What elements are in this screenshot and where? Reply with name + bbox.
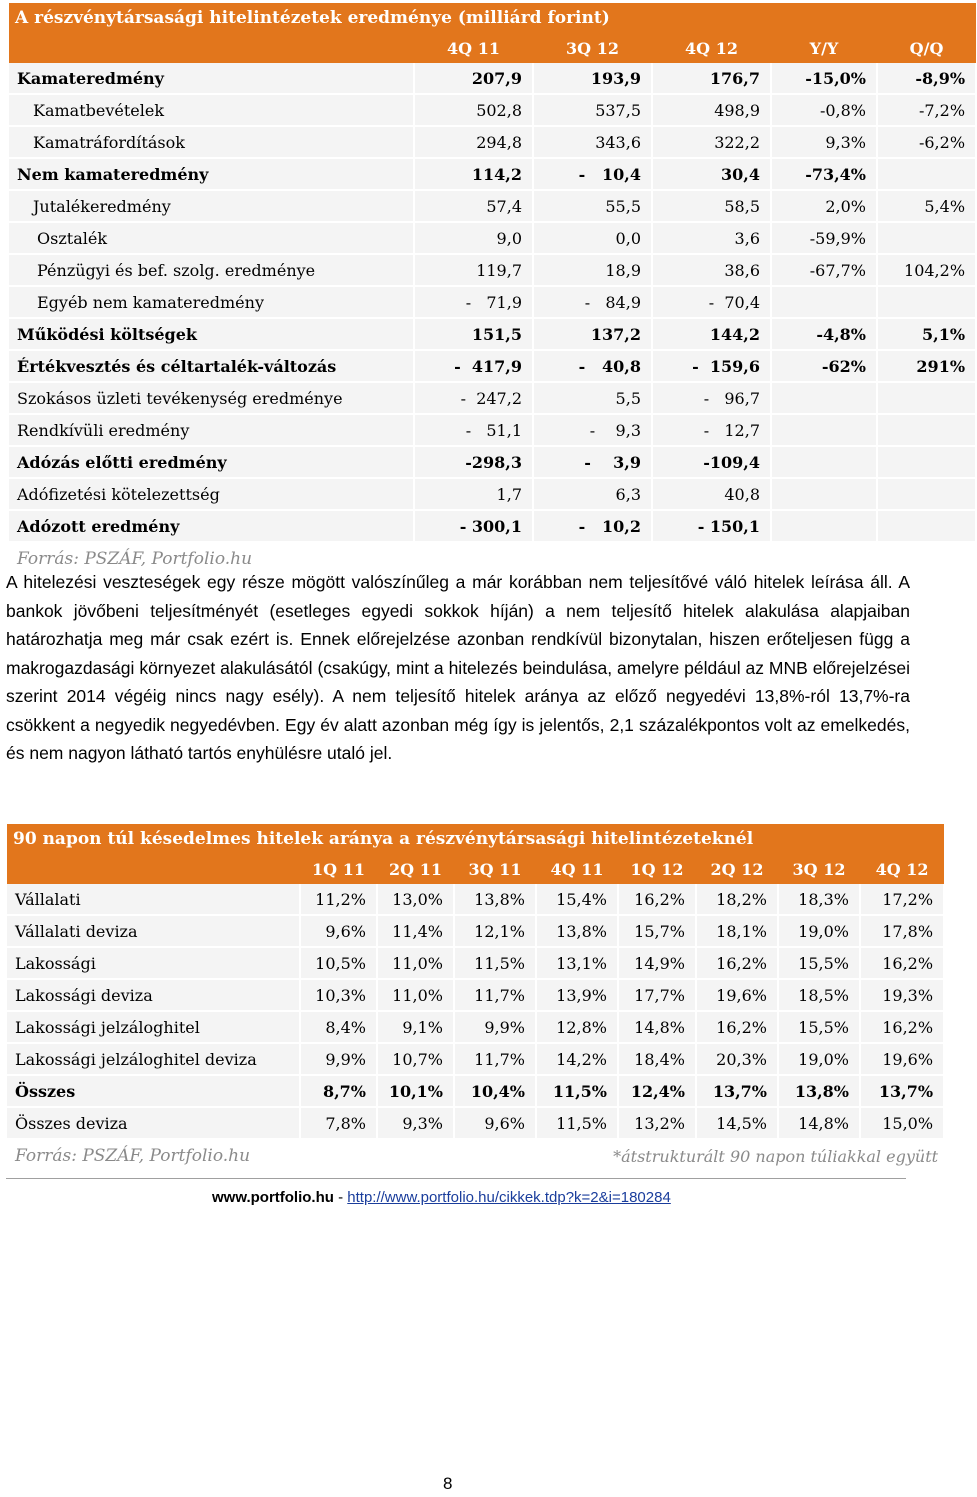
table-row (9, 318, 976, 350)
cell-value: 291% (877, 350, 976, 382)
cell-value: 144,2 (652, 318, 771, 350)
table-row (7, 979, 944, 1011)
table-row (9, 382, 976, 414)
cell-value: 19,6% (696, 979, 778, 1011)
cell-value: 18,1% (696, 915, 778, 947)
cell-value (877, 382, 976, 414)
cell-value: - 417,9 (414, 350, 533, 382)
cell-value: 12,8% (536, 1011, 618, 1043)
cell-value: 16,2% (696, 1011, 778, 1043)
cell-value (877, 446, 976, 478)
source-row (7, 1139, 944, 1172)
cell-value: 13,9% (536, 979, 618, 1011)
table-row (7, 884, 944, 915)
cell-value: - 70,4 (652, 286, 771, 318)
cell-value: 193,9 (533, 63, 652, 94)
row-label: Jutalékeredmény (9, 190, 414, 222)
table-row (7, 1011, 944, 1043)
source-note: Forrás: PSZÁF, Portfolio.hu (7, 1139, 536, 1172)
row-label: Egyéb nem kamateredmény (9, 286, 414, 318)
cell-value: -0,8% (771, 94, 877, 126)
table-row (7, 1107, 944, 1139)
table-row (9, 222, 976, 254)
cell-value: 18,2% (696, 884, 778, 915)
cell-value: 343,6 (533, 126, 652, 158)
cell-value: 502,8 (414, 94, 533, 126)
cell-value: 14,8% (778, 1107, 860, 1139)
cell-value: - 10,2 (533, 510, 652, 542)
cell-value: 13,8% (778, 1075, 860, 1107)
column-header: 4Q 11 (414, 33, 533, 63)
footnote: *átstrukturált 90 napon túliakkal együtt (536, 1139, 944, 1172)
cell-value: 9,3% (377, 1107, 454, 1139)
cell-value (877, 414, 976, 446)
cell-value: 13,1% (536, 947, 618, 979)
cell-value: - 247,2 (414, 382, 533, 414)
cell-value (877, 478, 976, 510)
cell-value: -7,2% (877, 94, 976, 126)
column-header: 3Q 12 (533, 33, 652, 63)
cell-value: 119,7 (414, 254, 533, 286)
cell-value (877, 286, 976, 318)
row-label: Kamatbevételek (9, 94, 414, 126)
table-row (9, 94, 976, 126)
column-header: 2Q 11 (377, 854, 454, 884)
cell-value (771, 382, 877, 414)
table-row (9, 510, 976, 542)
cell-value: 19,0% (778, 1043, 860, 1075)
cell-value: 10,1% (377, 1075, 454, 1107)
cell-value: 322,2 (652, 126, 771, 158)
table-row (9, 254, 976, 286)
cell-value: - 300,1 (414, 510, 533, 542)
row-label: Pénzügyi és bef. szolg. eredménye (9, 254, 414, 286)
row-label: Összes deviza (7, 1107, 300, 1139)
cell-value: 15,0% (860, 1107, 944, 1139)
cell-value: - 84,9 (533, 286, 652, 318)
cell-value: -62% (771, 350, 877, 382)
row-label: Lakossági deviza (7, 979, 300, 1011)
cell-value: 13,0% (377, 884, 454, 915)
row-label: Vállalati (7, 884, 300, 915)
cell-value: - 12,7 (652, 414, 771, 446)
results-table (9, 3, 966, 575)
cell-value: 5,4% (877, 190, 976, 222)
column-header: Y/Y (771, 33, 877, 63)
row-label: Kamatráfordítások (9, 126, 414, 158)
table-row (9, 350, 976, 382)
cell-value: 18,4% (618, 1043, 696, 1075)
cell-value: -15,0% (771, 63, 877, 94)
cell-value: -73,4% (771, 158, 877, 190)
cell-value: 12,1% (454, 915, 536, 947)
table-title: A részvénytársasági hitelintézetek eredménye (milliárd forint) (9, 3, 976, 33)
cell-value: 10,4% (454, 1075, 536, 1107)
row-label: Osztalék (9, 222, 414, 254)
row-label: Adófizetési kötelezettség (9, 478, 414, 510)
cell-value (771, 446, 877, 478)
table-title: 90 napon túl késedelmes hitelek aránya a részvénytársasági hitelintézeteknél (7, 824, 944, 854)
table-row (9, 126, 976, 158)
cell-value: 17,8% (860, 915, 944, 947)
cell-value: -67,7% (771, 254, 877, 286)
cell-value: 9,0 (414, 222, 533, 254)
cell-value: 9,6% (300, 915, 377, 947)
column-header: Q/Q (877, 33, 976, 63)
cell-value: 15,4% (536, 884, 618, 915)
cell-value: 9,9% (454, 1011, 536, 1043)
cell-value: - 10,4 (533, 158, 652, 190)
footer-divider (6, 1178, 906, 1179)
cell-value: 15,5% (778, 947, 860, 979)
column-header: 2Q 12 (696, 854, 778, 884)
cell-value: 137,2 (533, 318, 652, 350)
cell-value: 11,0% (377, 979, 454, 1011)
cell-value: 1,7 (414, 478, 533, 510)
cell-value (771, 286, 877, 318)
cell-value: 16,2% (860, 947, 944, 979)
cell-value: 18,9 (533, 254, 652, 286)
cell-value: - 51,1 (414, 414, 533, 446)
cell-value: 38,6 (652, 254, 771, 286)
cell-value: 16,2% (618, 884, 696, 915)
cell-value: 104,2% (877, 254, 976, 286)
column-header: 4Q 12 (652, 33, 771, 63)
row-label: Lakossági (7, 947, 300, 979)
cell-value: 9,3% (771, 126, 877, 158)
cell-value: - 9,3 (533, 414, 652, 446)
cell-value: 14,9% (618, 947, 696, 979)
cell-value: 14,5% (696, 1107, 778, 1139)
column-header-blank (7, 854, 300, 884)
cell-value: 0,0 (533, 222, 652, 254)
cell-value: 2,0% (771, 190, 877, 222)
cell-value: 498,9 (652, 94, 771, 126)
cell-value: 30,4 (652, 158, 771, 190)
row-label: Lakossági jelzáloghitel (7, 1011, 300, 1043)
cell-value: -4,8% (771, 318, 877, 350)
body-paragraph: A hitelezési veszteségek egy része mögött valószínűleg a már korábban nem teljesítővé váló hitelek leírása áll. A bankok jövőbeni teljesítményét (esetleges egyedi sokkok híján) a nem teljesítő hitelek alakulása alapjaiban határozhatja meg már csak ezért is. Ennek előrejelzése azonban rendkívül bizonytalan, hiszen erőteljesen függ a makrogazdasági környezet alakulásától (csakúgy, mint a hitelezés beindulása, amelyre például az MNB előrejelzései szerint 2014 végéig nincs nagy esély). A nem teljesítő hitelek aránya az előző negyedévi 13,8%-ról 13,7%-ra csökkent a negyedik negyedévben. Egy év alatt azonban még így is jelentős, 2,1 százalékpontos volt az emelkedés, és nem nagyon látható tartós enyhülésre utaló jel. (6, 572, 910, 763)
cell-value: 17,2% (860, 884, 944, 915)
column-header: 3Q 11 (454, 854, 536, 884)
row-label: Vállalati deviza (7, 915, 300, 947)
table-row (7, 1075, 944, 1107)
cell-value (771, 510, 877, 542)
cell-value: 9,9% (300, 1043, 377, 1075)
column-header: 4Q 11 (536, 854, 618, 884)
cell-value: 13,7% (860, 1075, 944, 1107)
footer-site: www.portfolio.hu (212, 1189, 334, 1206)
cell-value: 9,6% (454, 1107, 536, 1139)
cell-value: 12,4% (618, 1075, 696, 1107)
table-row (9, 63, 976, 94)
cell-value: 5,1% (877, 318, 976, 350)
row-label: Értékvesztés és céltartalék-változás (9, 350, 414, 382)
column-header-blank (9, 33, 414, 63)
cell-value: 16,2% (696, 947, 778, 979)
row-label: Nem kamateredmény (9, 158, 414, 190)
cell-value: 10,5% (300, 947, 377, 979)
table-row (7, 947, 944, 979)
cell-value: 20,3% (696, 1043, 778, 1075)
cell-value: 14,2% (536, 1043, 618, 1075)
cell-value: 16,2% (860, 1011, 944, 1043)
table-row (9, 158, 976, 190)
cell-value (771, 478, 877, 510)
cell-value: - 159,6 (652, 350, 771, 382)
cell-value: 17,7% (618, 979, 696, 1011)
cell-value: - 71,9 (414, 286, 533, 318)
page-number: 8 (443, 1474, 453, 1493)
cell-value: 10,3% (300, 979, 377, 1011)
column-header: 1Q 12 (618, 854, 696, 884)
footer (212, 1189, 671, 1206)
cell-value: -59,9% (771, 222, 877, 254)
row-label: Kamateredmény (9, 63, 414, 94)
cell-value: 11,4% (377, 915, 454, 947)
table-row (9, 478, 976, 510)
cell-value: 294,8 (414, 126, 533, 158)
cell-value: 13,7% (696, 1075, 778, 1107)
cell-value: -8,9% (877, 63, 976, 94)
row-label: Működési költségek (9, 318, 414, 350)
cell-value: 18,3% (778, 884, 860, 915)
cell-value: 9,1% (377, 1011, 454, 1043)
row-label: Adózás előtti eredmény (9, 446, 414, 478)
cell-value: 8,7% (300, 1075, 377, 1107)
cell-value: 11,5% (536, 1075, 618, 1107)
cell-value: 8,4% (300, 1011, 377, 1043)
row-label: Adózott eredmény (9, 510, 414, 542)
cell-value: 57,4 (414, 190, 533, 222)
cell-value: 19,3% (860, 979, 944, 1011)
cell-value: -298,3 (414, 446, 533, 478)
cell-value: 537,5 (533, 94, 652, 126)
column-header: 1Q 11 (300, 854, 377, 884)
cell-value: 11,5% (536, 1107, 618, 1139)
cell-value (877, 222, 976, 254)
cell-value: 19,0% (778, 915, 860, 947)
cell-value: - 96,7 (652, 382, 771, 414)
cell-value: 13,8% (454, 884, 536, 915)
cell-value (771, 414, 877, 446)
footer-separator: - (333, 1189, 348, 1206)
source-note: Forrás: PSZÁF, Portfolio.hu (9, 542, 976, 575)
row-label: Lakossági jelzáloghitel deviza (7, 1043, 300, 1075)
cell-value: 11,0% (377, 947, 454, 979)
cell-value: 58,5 (652, 190, 771, 222)
cell-value: 15,7% (618, 915, 696, 947)
row-label: Rendkívüli eredmény (9, 414, 414, 446)
cell-value: 11,7% (454, 1043, 536, 1075)
footer-link[interactable]: http://www.portfolio.hu/cikkek.tdp?k=2&i=180284 (347, 1189, 671, 1206)
cell-value (877, 510, 976, 542)
column-header: 3Q 12 (778, 854, 860, 884)
column-header: 4Q 12 (860, 854, 944, 884)
cell-value: 11,2% (300, 884, 377, 915)
cell-value: 6,3 (533, 478, 652, 510)
cell-value: 15,5% (778, 1011, 860, 1043)
cell-value: 151,5 (414, 318, 533, 350)
table-row (7, 915, 944, 947)
cell-value: 11,5% (454, 947, 536, 979)
cell-value: - 3,9 (533, 446, 652, 478)
cell-value: 13,8% (536, 915, 618, 947)
table-row (9, 414, 976, 446)
cell-value: 11,7% (454, 979, 536, 1011)
cell-value: 19,6% (860, 1043, 944, 1075)
cell-value: 14,8% (618, 1011, 696, 1043)
table-row (7, 1043, 944, 1075)
cell-value: 18,5% (778, 979, 860, 1011)
cell-value: 3,6 (652, 222, 771, 254)
cell-value: -109,4 (652, 446, 771, 478)
cell-value: 13,2% (618, 1107, 696, 1139)
cell-value: - 150,1 (652, 510, 771, 542)
cell-value: -6,2% (877, 126, 976, 158)
cell-value: 55,5 (533, 190, 652, 222)
table-row (9, 446, 976, 478)
cell-value: 40,8 (652, 478, 771, 510)
npl-ratio-table (7, 824, 944, 1172)
table-row (9, 286, 976, 318)
cell-value: 207,9 (414, 63, 533, 94)
cell-value: - 40,8 (533, 350, 652, 382)
cell-value: 5,5 (533, 382, 652, 414)
cell-value: 114,2 (414, 158, 533, 190)
cell-value: 10,7% (377, 1043, 454, 1075)
cell-value: 7,8% (300, 1107, 377, 1139)
row-label: Összes (7, 1075, 300, 1107)
cell-value (877, 158, 976, 190)
row-label: Szokásos üzleti tevékenység eredménye (9, 382, 414, 414)
table-row (9, 190, 976, 222)
cell-value: 176,7 (652, 63, 771, 94)
